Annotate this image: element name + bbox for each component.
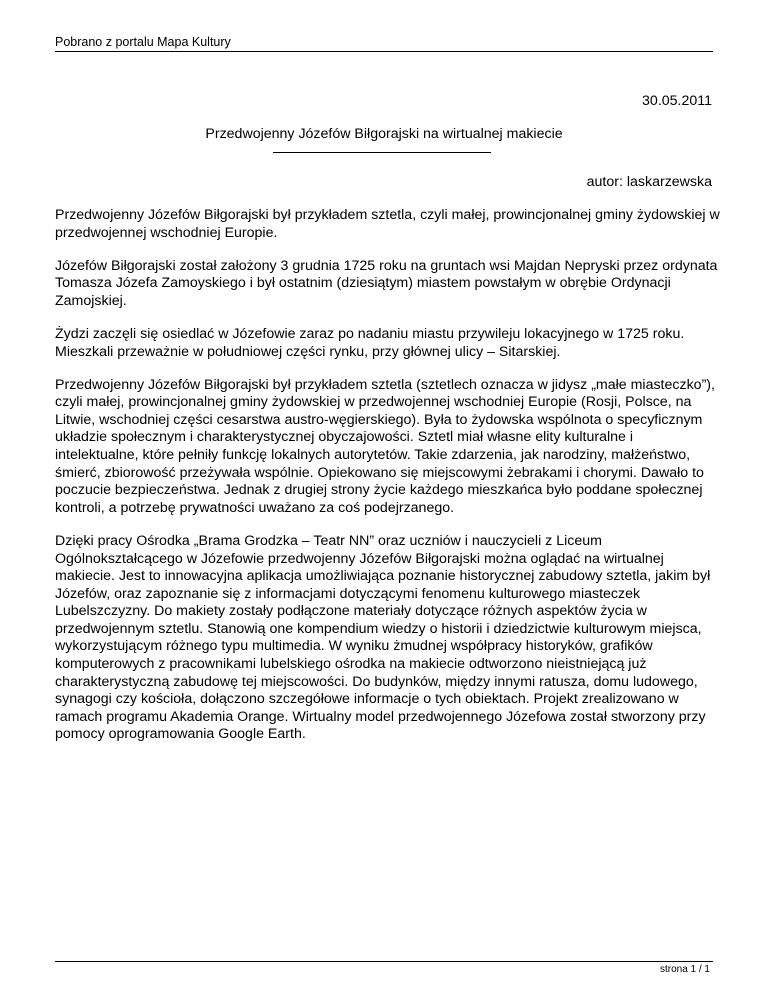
paragraph: Przedwojenny Józefów Biłgorajski był przykładem sztetla, czyli małej, prowincjonalnej gminy żydowskiej w przedwojennej wschodniej Europie. [55, 207, 720, 241]
article-body [55, 207, 720, 760]
article-date: 30.05.2011 [642, 93, 712, 109]
title-underline [273, 152, 491, 153]
page-header-source: Pobrano z portalu Mapa Kultury [55, 35, 231, 49]
paragraph: Dzięki pracy Ośrodka „Brama Grodzka – Teatr NN” oraz uczniów i nauczycieli z Liceum Ogólnokształcącego w Józefowie przedwojenny Józefów Biłgorajski można oglądać na wirtualnej makiecie. Jest to innowacyjna aplikacja umożliwiająca poznanie historycznej zabudowy sztetla, jakim był Józefów, oraz zapoznanie się z informacjami dotyczącymi fenomenu kulturowego miasteczek Lubelszczyzny. Do makiety zostały podłączone materiały dotyczące różnych aspektów życia w przedwojennym sztetlu. Stanowią one kompendium wiedzy o historii i dziedzictwie kulturowym miejsca, wykorzystującym różnego typu multimedia. W wyniku żmudnej współpracy historyków, grafików komputerowych z pracownikami lubelskiego ośrodka na makiecie odtworzono nieistniejącą już charakterystyczną zabudowę tej miejscowości. Do budynków, między innymi ratusza, domu ludowego, synagogi czy kościoła, dołączono szczegółowe informacje o tych obiektach. Projekt zrealizowano w ramach programu Akademia Orange. Wirtualny model przedwojennego Józefowa został stworzony przy pomocy oprogramowania Google Earth. [55, 532, 711, 743]
article-author: autor: laskarzewska [586, 174, 712, 190]
header-divider [55, 51, 713, 52]
article-title: Przedwojenny Józefów Biłgorajski na wirtualnej makiecie [205, 126, 563, 142]
paragraph: Przedwojenny Józefów Biłgorajski był przykładem sztetla (sztetlech oznacza w jidysz „małe miasteczko”), czyli małej, prowincjonalnej gminy żydowskiej w przedwojennej wschodniej Europie (Rosji, Polsce, na Litwie, wschodniej części cesarstwa austro-węgierskiego). Była to żydowska wspólnota o specyficznym układzie społecznym i charakterystycznej obyczajowości. Sztetl miał własne elity kulturalne i intelektualne, które pełniły funkcję lokalnych autorytetów. Takie zdarzenia, jak narodziny, małżeństwo, śmierć, zbiorowość przeżywała wspólnie. Opiekowano się miejscowymi żebrakami i chorymi. Dawało to poczucie bezpieczeństwa. Jednak z drugiej strony życie każdego mieszkańca było poddane społecznej kontroli, a potrzebę prywatności uważano za coś podejrzanego. [55, 376, 715, 516]
paragraph: Józefów Biłgorajski został założony 3 grudnia 1725 roku na gruntach wsi Majdan Nepryski przez ordynata Tomasza Józefa Zamoyskiego i był ostatnim (dziesiątym) miastem powstałym w obrębie Ordynacji Zamojskiej. [55, 257, 718, 309]
page-number: strona 1 / 1 [659, 964, 710, 975]
footer-divider [55, 961, 713, 962]
paragraph: Żydzi zaczęli się osiedlać w Józefowie zaraz po nadaniu miastu przywileju lokacyjnego w 1725 roku. Mieszkali przeważnie w południowej części rynku, przy głównej ulicy – Sitarskiej. [55, 325, 685, 360]
